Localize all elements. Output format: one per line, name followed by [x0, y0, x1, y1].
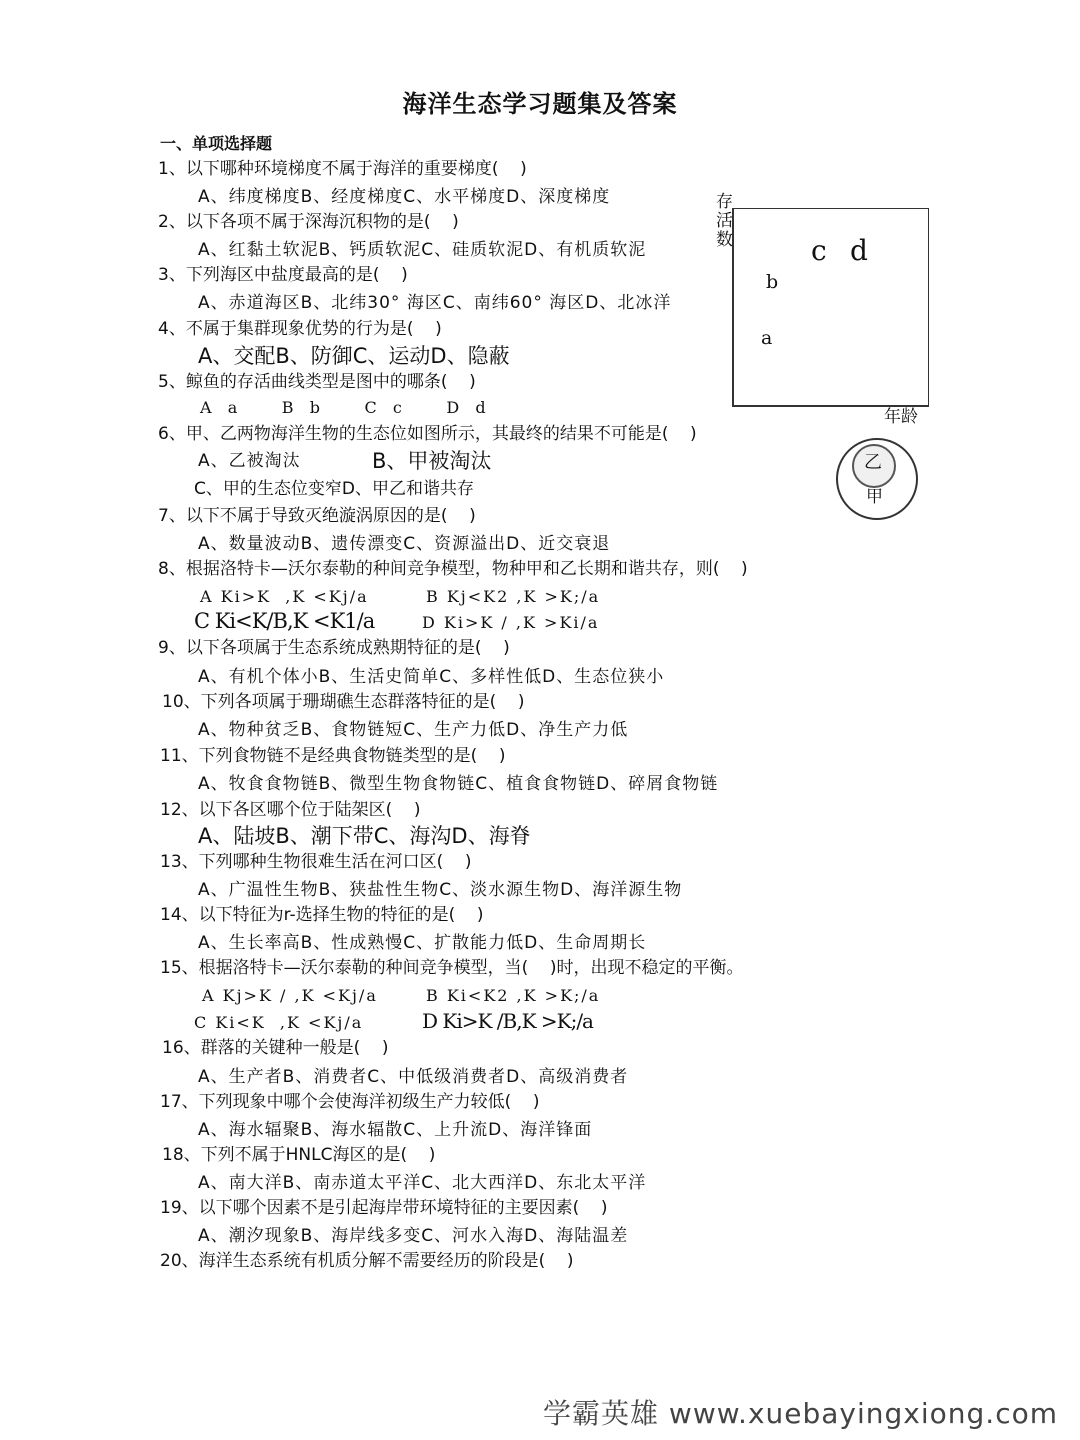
question-15-option-b: B Ki<K2 ,K >K;/a	[426, 986, 601, 1005]
question-15-option-c: C Ki<K ,K <Kj/a	[194, 1013, 364, 1032]
question-9-options: A、有机个体小B、生活史简单C、多样性低D、生态位狭小	[198, 667, 665, 687]
question-3-options: A、赤道海区B、北纬30° 海区C、南纬60° 海区D、北冰洋	[198, 293, 672, 313]
question-13-options: A、广温性生物B、狭盐性生物C、淡水源生物D、海洋源生物	[198, 880, 683, 900]
survival-ylabel-3: 数	[716, 230, 733, 250]
question-6-options-cd: C、甲的生态位变窄D、甲乙和谐共存	[194, 479, 474, 499]
question-8: 8、根据洛特卡—沃尔泰勒的种间竞争模型，物种甲和乙长期和谐共存，则( )	[158, 559, 748, 579]
question-17-options: A、海水辐聚B、海水辐散C、上升流D、海洋锋面	[198, 1120, 593, 1140]
question-8-option-a: A Ki>K ,K <Kj/a	[200, 587, 369, 606]
question-4-options: A、交配B、防御C、运动D、隐蔽	[198, 344, 510, 368]
question-5-options: A a B b C c D d	[200, 398, 488, 417]
question-8-option-b: B Kj<K2 ,K >K;/a	[426, 587, 601, 606]
question-1: 1、以下哪种环境梯度不属于海洋的重要梯度( )	[158, 159, 527, 179]
question-6: 6、甲、乙两物海洋生物的生态位如图所示，其最终的结果不可能是( )	[158, 424, 697, 444]
question-16-options: A、生产者B、消费者C、中低级消费者D、高级消费者	[198, 1067, 629, 1087]
survival-chart-frame	[732, 208, 929, 407]
question-10-options: A、物种贫乏B、食物链短C、生产力低D、净生产力低	[198, 720, 629, 740]
question-12-options: A、陆坡B、潮下带C、海沟D、海脊	[198, 824, 531, 848]
question-6-option-b: B、甲被淘汰	[372, 449, 492, 473]
watermark: 学霸英雄 www.xuebayingxiong.com	[543, 1397, 1058, 1430]
question-4: 4、不属于集群现象优势的行为是( )	[158, 319, 442, 339]
question-2-options: A、红黏土软泥B、钙质软泥C、硅质软泥D、有机质软泥	[198, 240, 647, 260]
question-19: 19、以下哪个因素不是引起海岸带环境特征的主要因素( )	[160, 1198, 608, 1218]
section-heading: 一、单项选择题	[160, 134, 273, 153]
question-13: 13、下列哪种生物很难生活在河口区( )	[160, 852, 472, 872]
question-8-option-d: D Ki>K / ,K >Ki/a	[422, 613, 600, 632]
question-9: 9、以下各项属于生态系统成熟期特征的是( )	[158, 638, 510, 658]
question-6-option-a: A、乙被淘汰	[198, 451, 301, 471]
survival-ylabel-2: 活	[716, 211, 733, 231]
question-15-option-d: D Ki>K /B,K >K;/a	[422, 1009, 593, 1033]
question-10: 10、下列各项属于珊瑚礁生态群落特征的是( )	[162, 692, 525, 712]
question-2: 2、以下各项不属于深海沉积物的是( )	[158, 212, 459, 232]
question-12: 12、以下各区哪个位于陆架区( )	[160, 800, 421, 820]
question-16: 16、群落的关键种一般是( )	[162, 1038, 389, 1058]
question-18-options: A、南大洋B、南赤道太平洋C、北大西洋D、东北太平洋	[198, 1173, 647, 1193]
question-11-options: A、牧食食物链B、微型生物食物链C、植食食物链D、碎屑食物链	[198, 774, 719, 794]
question-14-options: A、生长率高B、性成熟慢C、扩散能力低D、生命周期长	[198, 933, 647, 953]
question-15-option-a: A Kj>K / ,K <Kj/a	[202, 986, 378, 1005]
curve-label-a: a	[761, 327, 773, 349]
question-8-option-c: C Ki<K/B,K <K1/a	[194, 609, 375, 633]
question-3: 3、下列海区中盐度最高的是( )	[158, 265, 408, 285]
question-7-options: A、数量波动B、遗传漂变C、资源溢出D、近交衰退	[198, 534, 611, 554]
page-title: 海洋生态学习题集及答案	[402, 90, 678, 118]
question-20: 20、海洋生态系统有机质分解不需要经历的阶段是( )	[160, 1251, 574, 1271]
question-17: 17、下列现象中哪个会使海洋初级生产力较低( )	[160, 1092, 540, 1112]
question-5: 5、鲸鱼的存活曲线类型是图中的哪条( )	[158, 372, 476, 392]
curve-label-d: d	[850, 234, 868, 267]
question-11: 11、下列食物链不是经典食物链类型的是( )	[160, 746, 506, 766]
survival-xlabel: 年龄	[884, 407, 918, 427]
question-1-options: A、纬度梯度B、经度梯度C、水平梯度D、深度梯度	[198, 187, 611, 207]
curve-label-c: c	[811, 234, 827, 267]
question-7: 7、以下不属于导致灭绝漩涡原因的是( )	[158, 506, 476, 526]
question-15: 15、根据洛特卡—沃尔泰勒的种间竞争模型，当( )时，出现不稳定的平衡。	[160, 958, 744, 978]
niche-label-yi: 乙	[864, 452, 882, 473]
curve-label-b: b	[766, 271, 779, 293]
question-18: 18、下列不属于HNLC海区的是( )	[162, 1145, 436, 1165]
question-14: 14、以下特征为r-选择生物的特征的是( )	[160, 905, 484, 925]
survival-ylabel-1: 存	[716, 192, 733, 212]
niche-label-jia: 甲	[866, 487, 883, 507]
question-19-options: A、潮汐现象B、海岸线多变C、河水入海D、海陆温差	[198, 1226, 629, 1246]
